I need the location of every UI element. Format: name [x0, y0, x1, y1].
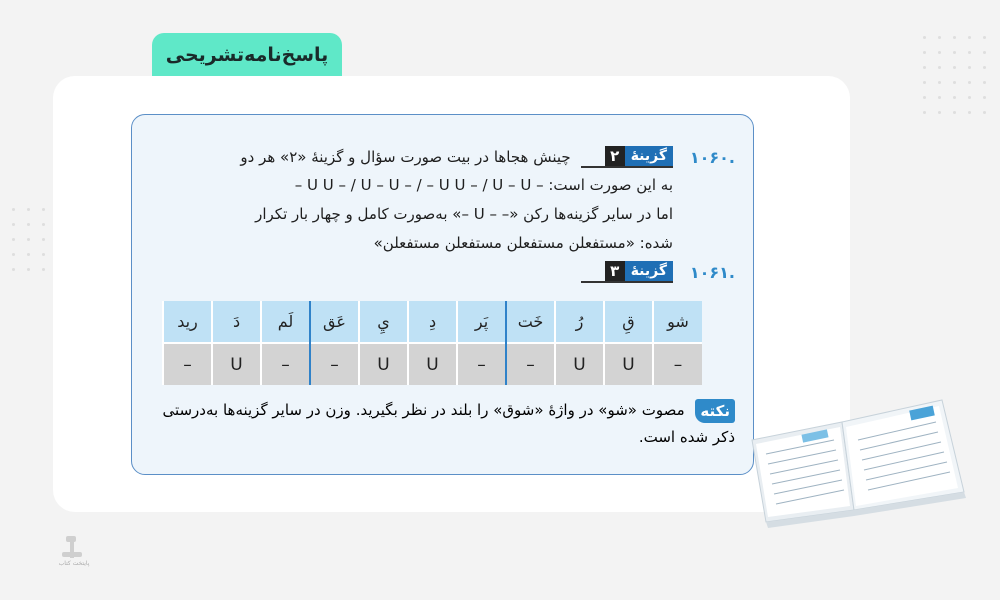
- open-book-icon: [742, 382, 972, 532]
- note-block: [145, 397, 735, 451]
- mark-cell: U: [359, 343, 408, 385]
- logo-text: پایتخت کتاب: [58, 560, 90, 567]
- question-1060-body: [145, 171, 735, 258]
- answer-box: [131, 114, 754, 475]
- mark-cell: U: [604, 343, 653, 385]
- syllable-table: [162, 301, 702, 385]
- mark-cell: U: [408, 343, 457, 385]
- mark-cell: –: [261, 343, 310, 385]
- syllable-cell: شو: [653, 301, 702, 343]
- mark-cell: –: [163, 343, 212, 385]
- decorative-dots-left: [12, 208, 45, 271]
- answer-text-line: چینش هجاها در بیت صورت سؤال و گزینۀ «۲» هر دو: [240, 148, 571, 166]
- mark-row: [163, 343, 702, 385]
- syllable-cell: پَر: [457, 301, 506, 343]
- syllable-row: [163, 301, 702, 343]
- syllable-cell: لَم: [261, 301, 310, 343]
- answer-text-line: به این صورت است: – U U – / U – U – / – U U – / U – U –: [294, 176, 673, 194]
- syllable-cell: يِ: [359, 301, 408, 343]
- syllable-cell: قِ: [604, 301, 653, 343]
- option-word: گزینۀ: [625, 146, 673, 166]
- option-number: ۲: [605, 146, 625, 166]
- option-word: گزینۀ: [625, 261, 673, 281]
- syllable-cell: خَت: [506, 301, 555, 343]
- option-number: ۳: [605, 261, 625, 281]
- question-number: ۱۰۶۰.: [689, 147, 735, 167]
- note-badge: نکته: [695, 399, 735, 423]
- option-badge: [581, 261, 673, 283]
- mark-cell: U: [212, 343, 261, 385]
- answer-text-line: شده: «مستفعلن مستفعلن مستفعلن مستفعلن»: [373, 234, 673, 252]
- question-1060-header: [145, 143, 735, 171]
- answer-content: [145, 143, 735, 286]
- note-text: مصوت «شو» در واژۀ «شوق» را بلند در نظر بگیرید. وزن در سایر گزینه‌ها به‌درستی ذکر شده است.: [162, 401, 735, 446]
- mark-cell: –: [506, 343, 555, 385]
- answer-text-line: اما در سایر گزینه‌ها رکن «– – U –» به‌صورت کامل و چهار بار تکرار: [255, 205, 673, 223]
- section-tab: پاسخ‌نامه‌تشریحی: [152, 33, 342, 77]
- syllable-cell: رُ: [555, 301, 604, 343]
- decorative-dots-right: [923, 36, 986, 114]
- question-1061-header: [145, 258, 735, 286]
- mark-cell: –: [457, 343, 506, 385]
- syllable-cell: دِ: [408, 301, 457, 343]
- mark-cell: U: [555, 343, 604, 385]
- option-badge: [581, 146, 673, 168]
- syllable-cell: دَ: [212, 301, 261, 343]
- syllable-cell: عَق: [310, 301, 359, 343]
- mark-cell: –: [310, 343, 359, 385]
- mark-cell: –: [653, 343, 702, 385]
- question-number: ۱۰۶۱.: [689, 262, 735, 282]
- syllable-cell: رید: [163, 301, 212, 343]
